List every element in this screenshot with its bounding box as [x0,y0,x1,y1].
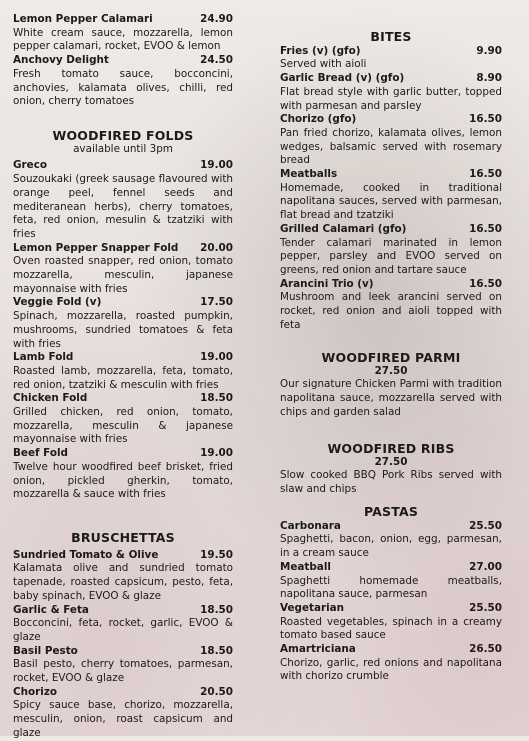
item-name: Anchovy Delight [13,54,109,67]
item-price: 19.50 [200,548,233,561]
section-title: PASTAS [363,504,419,519]
item-name: Amartriciana [280,643,356,656]
item-desc: Served with aioli [280,58,367,71]
item-name: Grilled Calamari (gfo) [280,222,407,235]
item-desc: Mushroom and leek arancini served on rocket, red onion and aioli topped with feta [280,291,502,331]
item-price: 16.50 [469,168,502,181]
item-desc: Roasted vegetables, spinach in a creamy tomato based sauce [280,615,502,642]
item-desc: Chorizo, garlic, red onions and napolitana with chorizo crumble [280,656,502,683]
item-name: Beef Fold [13,447,68,460]
item-price: 25.50 [469,519,502,532]
item-price: 8.90 [476,72,502,85]
menu-item [13,549,233,604]
item-name: Meatball [280,560,331,573]
item-desc: Bocconcini, feta, rocket, garlic, EVOO & glaze [13,617,233,643]
top-items [13,13,233,109]
item-price: 24.50 [200,54,233,67]
item-name: Lemon Pepper Calamari [13,13,153,25]
item-desc: Spicy sauce base, chorizo, mozzarella, mesculin, onion, roast capsicum and glaze [13,699,233,739]
section-subtitle: available until 3pm [73,142,173,155]
item-price: 19.00 [200,447,233,460]
item-name: Chorizo [13,685,58,698]
item-name: Chorizo (gfo) [280,113,357,126]
item-name: Basil Pesto [13,644,78,657]
menu-item [280,223,502,278]
item-price: 27.50 [374,455,408,468]
section-title: BRUSCHETTAS [71,530,175,545]
menu-item [13,686,233,741]
item-name: Carbonara [280,519,341,532]
section-title: WOODFIRED RIBS [327,441,455,456]
item-desc: Kalamata olive and sundried tomato tapenade, roasted capsicum, pesto, feta, baby spinach, EVOO & glaze [13,562,233,602]
item-desc: Tender calamari marinated in lemon pepper, parsley and EVOO served on greens, red onion and tartare sauce [280,236,502,276]
menu-item [13,447,233,502]
section-title: WOODFIRED PARMI [321,350,461,365]
item-desc: Pan fried chorizo, kalamata olives, lemon wedges, balsamic served with rosemary bread [280,126,502,167]
item-name: Chicken Fold [13,392,88,405]
item-price: 20.00 [200,241,233,254]
menu-item [280,168,502,223]
item-name: Lemon Pepper Snapper Fold [13,241,179,254]
item-price: 16.50 [469,277,502,290]
woodfired-ribs-section [280,442,502,497]
item-name: Lamb Fold [13,351,74,364]
item-desc: Oven roasted snapper, red onion, tomato mozzarella, mesculin, japanese mayonnaise with fries [13,255,233,295]
item-price: 16.50 [469,113,502,126]
pastas-section [280,505,502,684]
item-desc: Spaghetti homemade meatballs, napolitana sauce, parmesan [280,574,502,601]
item-desc: Slow cooked BBQ Pork Ribs served with slaw and chips [280,469,502,496]
item-price: 27.50 [374,364,408,377]
item-desc: White cream sauce, mozzarella, lemon pepper calamari, rocket, EVOO & lemon [13,26,233,53]
item-desc: Spinach, mozzarella, roasted pumpkin, mushrooms, sundried tomatoes & feta with fries [13,310,233,350]
menu-item [280,643,502,684]
menu-item [280,602,502,643]
item-price: 26.50 [469,643,502,656]
item-price: 16.50 [469,222,502,235]
item-price: 18.50 [200,603,233,616]
menu-item [280,72,502,113]
item-price: 18.50 [200,644,233,657]
item-name: Garlic Bread (v) (gfo) [280,72,405,85]
item-price: 19.00 [200,159,233,172]
item-price: 20.50 [200,685,233,698]
menu-item [13,604,233,645]
section-title: WOODFIRED FOLDS [52,128,194,143]
menu-item [280,113,502,168]
bites-section [280,30,502,332]
woodfired-parmi-section [280,351,502,420]
menu-item [13,159,233,241]
menu-item [13,392,233,447]
menu-item [13,296,233,351]
item-desc: Grilled chicken, red onion, tomato, mozzarella, mesculin & japanese mayonnaise with fries [13,406,233,446]
menu-item [13,13,233,54]
item-price: 9.90 [476,44,502,57]
menu-item [13,351,233,392]
item-name: Arancini Trio (v) [280,277,374,290]
item-name: Veggie Fold (v) [13,296,102,309]
item-desc: Homemade, cooked in traditional napolitana sauces, served with parmesan, flat bread and tzatziki [280,181,502,222]
item-name: Vegetarian [280,601,345,614]
item-price: 19.00 [200,351,233,364]
item-name: Meatballs [280,168,338,181]
section-title: BITES [370,29,412,44]
menu-item [13,54,233,109]
item-desc: Our signature Chicken Parmi with tradition napolitana sauce, mozzarella served with chips and garden salad [280,378,502,418]
item-desc: Roasted lamb, mozzarella, feta, tomato, red onion, tzatziki & mesculin with fries [13,364,233,391]
item-price: 24.90 [200,13,233,25]
item-desc: Flat bread style with garlic butter, topped with parmesan and parsley [280,85,502,112]
item-desc: Basil pesto, cherry tomatoes, parmesan, rocket, EVOO & glaze [13,658,233,685]
item-price: 25.50 [469,601,502,614]
item-desc: Fresh tomato sauce, bocconcini, anchovies, kalamata olives, chilli, red onion, cherry tomatoes [13,67,233,108]
menu-item [13,645,233,686]
item-desc: Spaghetti, bacon, onion, egg, parmesan, in a cream sauce [280,533,502,560]
menu-item [280,561,502,602]
item-price: 18.50 [200,392,233,405]
bruschettas-section [13,531,233,741]
woodfired-folds-section [13,129,233,502]
item-price: 27.00 [469,560,502,573]
item-name: Garlic & Feta [13,603,89,616]
item-desc: Souzoukaki (greek sausage flavoured with orange peel, fennel seeds and mediteranean herbs), cherry tomatoes, feta, red onion, mesulin & tzatziki with fries [13,173,233,240]
menu-item [280,278,502,333]
item-name: Fries (v) (gfo) [280,44,361,57]
item-name: Sundried Tomato & Olive [13,548,159,561]
menu-item [13,242,233,297]
menu-item [280,520,502,561]
item-name: Greco [13,159,47,172]
item-price: 17.50 [200,296,233,309]
menu-item [280,45,502,72]
item-desc: Twelve hour woodfired beef brisket, fried onion, pickled gherkin, tomato, mozzarella & sauce with fries [13,460,233,501]
